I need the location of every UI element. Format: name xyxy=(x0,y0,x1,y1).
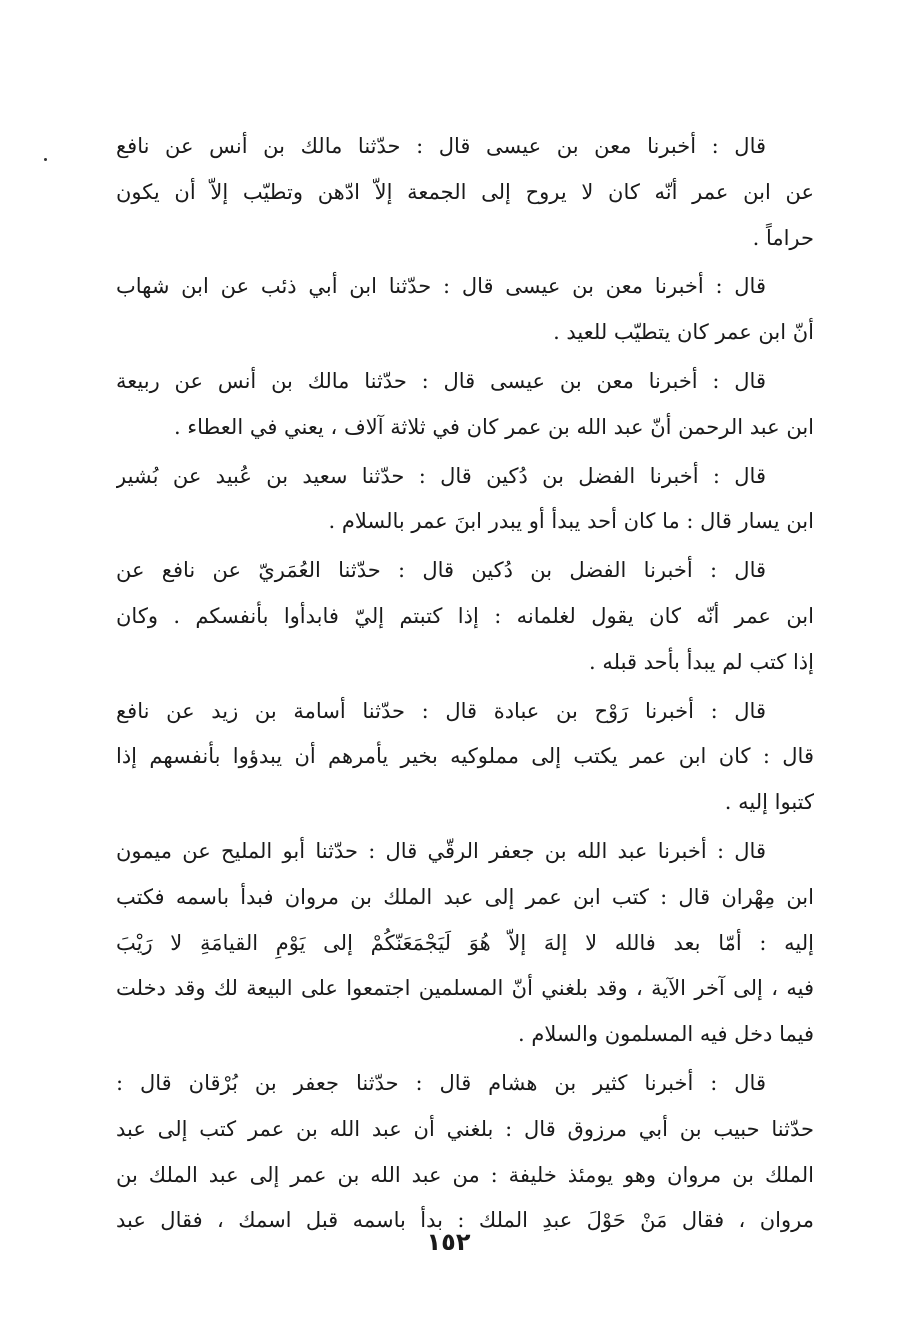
text-line: قال : أخبرنا الفضل بن دُكين قال : حدّثنا العُمَريّ عن نافع عن xyxy=(116,558,766,583)
text-line: مروان ، فقال مَنْ حَوْلَ عبدِ الملك : بدأ باسمه قبل اسمك ، فقال عبد xyxy=(116,1208,814,1233)
paragraph xyxy=(116,829,814,1058)
text-line: ابن عبد الرحمن أنّ عبد الله بن عمر كان في ثلاثة آلاف ، يعني في العطاء . xyxy=(173,414,814,439)
paragraph xyxy=(116,548,814,685)
text-line: قال : أخبرنا معن بن عيسى قال : حدّثنا مالك بن أنس عن نافع xyxy=(116,134,766,158)
text-line: ابن عمر أنّه كان يقول لغلمانه : إذا كتبتم إليّ فابدأوا بأنفسكم . وكان xyxy=(116,603,814,628)
text-line: قال : أخبرنا معن بن عيسى قال : حدّثنا ابن أبي ذئب عن ابن شهاب xyxy=(116,274,766,299)
text-line: أنّ ابن عمر كان يتطيّب للعيد . xyxy=(553,320,814,345)
text-line: فيه ، إلى آخر الآية ، وقد بلغني أنّ المسلمين اجتمعوا على البيعة لك وقد دخلت xyxy=(116,976,814,1001)
text-line: قال : كان ابن عمر يكتب إلى مملوكيه بخير يأمرهم أن يبدؤوا بأنفسهم إذا xyxy=(116,744,814,769)
text-line: ابن مِهْران قال : كتب ابن عمر إلى عبد الملك بن مروان فبدأ باسمه فكتب xyxy=(116,884,814,909)
text-line: حراماً . xyxy=(752,225,814,250)
text-line: ابن يسار قال : ما كان أحد يبدأ أو يبدر ابنَ عمر بالسلام . xyxy=(328,509,814,534)
text-line: إليه : أمّا بعد فالله لا إلهَ إلاّ هُوَ لَيَجْمَعَنّكُمْ إلى يَوْمِ القيامَةِ لا رَيْبَ xyxy=(116,930,814,955)
text-line: قال : أخبرنا كثير بن هشام قال : حدّثنا جعفر بن بُرْقان قال : xyxy=(116,1070,766,1095)
text-line: قال : أخبرنا رَوْح بن عبادة قال : حدّثنا أسامة بن زيد عن نافع xyxy=(116,698,766,723)
text-line: فيما دخل فيه المسلمون والسلام . xyxy=(518,1022,814,1047)
paragraph xyxy=(116,264,814,356)
paragraph xyxy=(116,1061,814,1244)
paragraph xyxy=(116,689,814,826)
page-number: ١٥٢ xyxy=(426,1228,471,1256)
text-line: كتبوا إليه . xyxy=(724,790,814,815)
print-speck xyxy=(44,158,47,161)
text-line: قال : أخبرنا معن بن عيسى قال : حدّثنا مالك بن أنس عن ربيعة xyxy=(116,368,766,393)
paragraph xyxy=(116,124,814,261)
text-line: قال : أخبرنا عبد الله بن جعفر الرقّي قال : حدّثنا أبو المليح عن ميمون xyxy=(116,838,766,863)
text-line: عن ابن عمر أنّه كان لا يروح إلى الجمعة إلاّ ادّهن وتطيّب إلاّ أن يكون xyxy=(116,179,814,204)
paragraph xyxy=(116,359,814,451)
text-line: إذا كتب لم يبدأ بأحد قبله . xyxy=(589,649,814,674)
page-body-text xyxy=(116,124,814,1247)
text-line: حدّثنا حبيب بن أبي مرزوق قال : بلغني أن عبد الله بن عمر كتب إلى عبد xyxy=(116,1116,814,1141)
text-line: الملك بن مروان وهو يومئذ خليفة : من عبد الله بن عمر إلى عبد الملك بن xyxy=(116,1162,814,1187)
text-line: قال : أخبرنا الفضل بن دُكين قال : حدّثنا سعيد بن عُبيد عن بُشير xyxy=(116,463,766,488)
paragraph xyxy=(116,454,814,546)
